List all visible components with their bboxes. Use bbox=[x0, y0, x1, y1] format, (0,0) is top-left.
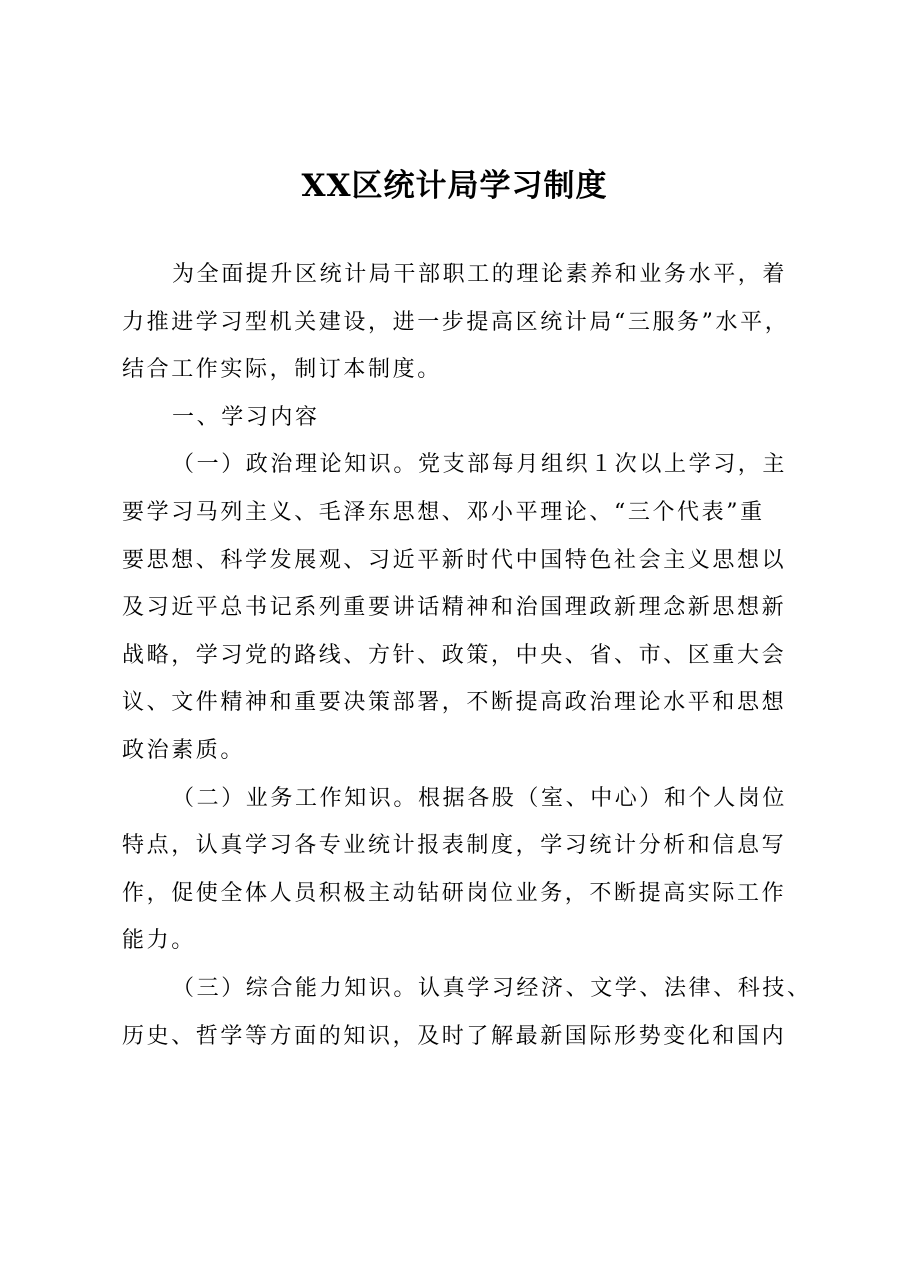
paragraph-line: 战略，学习党的路线、方针、政策，中央、省、市、区重大会 bbox=[122, 642, 787, 668]
paragraph-line: 要思想、科学发展观、习近平新时代中国特色社会主义思想以 bbox=[122, 547, 787, 573]
paragraph-line: 议、文件精神和重要决策部署，不断提高政治理论水平和思想 bbox=[122, 690, 787, 716]
paragraph-line: 政治素质。 bbox=[122, 737, 246, 763]
paragraph-line: 特点，认真学习各专业统计报表制度，学习统计分析和信息写 bbox=[122, 833, 787, 859]
paragraph-line: 历史、哲学等方面的知识，及时了解最新国际形势变化和国内 bbox=[122, 1023, 787, 1049]
paragraph-line: 及习近平总书记系列重要讲话精神和治国理政新理念新思想新 bbox=[122, 595, 787, 621]
paragraph-line: 要学习马列主义、毛泽东思想、邓小平理论、“三个代表”重 bbox=[122, 499, 765, 525]
document-title: XX区统计局学习制度 bbox=[301, 168, 608, 204]
paragraph-line: （二）业务工作知识。根据各股（室、中心）和个人岗位 bbox=[172, 785, 788, 811]
section-heading: 一、学习内容 bbox=[172, 404, 320, 430]
paragraph-line: 作，促使全体人员积极主动钻研岗位业务，不断提高实际工作 bbox=[122, 880, 787, 906]
paragraph-line: 力推进学习型机关建设，进一步提高区统计局“三服务”水平， bbox=[122, 309, 790, 335]
paragraph-line: （三）综合能力知识。认真学习经济、文学、法律、科技、 bbox=[172, 975, 812, 1001]
paragraph-line: 能力。 bbox=[122, 928, 196, 954]
document-body bbox=[122, 251, 812, 1060]
paragraph-line: （一）政治理论知识。党支部每月组织１次以上学习，主 bbox=[172, 452, 788, 478]
paragraph-line: 为全面提升区统计局干部职工的理论素养和业务水平，着 bbox=[172, 262, 788, 287]
paragraph-line: 结合工作实际，制订本制度。 bbox=[122, 357, 442, 383]
